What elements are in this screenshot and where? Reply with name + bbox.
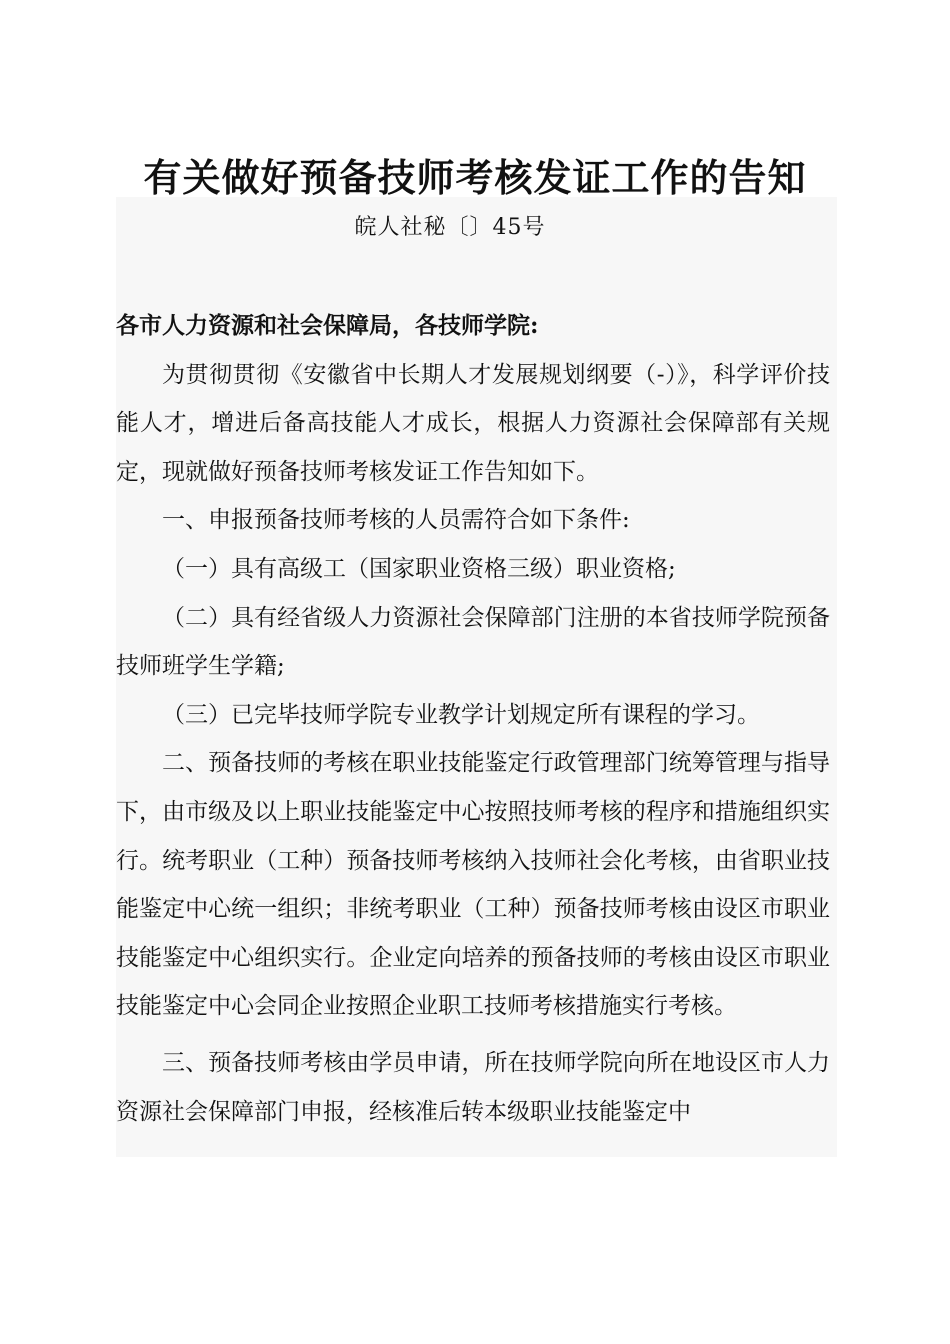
- paragraph-section-2: 二、预备技师的考核在职业技能鉴定行政管理部门统筹管理与指导下，由市级及以上职业技能鉴定中心按照技师考核的程序和措施组织实行。统考职业（工种）预备技师考核纳入技师社会化考核，由省职业技能鉴定中心统一组织；非统考职业（工种）预备技师考核由设区市职业技能鉴定中心组织实行。企业定向培养的预备技师的考核由设区市职业技能鉴定中心会同企业按照企业职工技师考核措施实行考核。: [116, 750, 830, 1020]
- paragraph-intro: 为贯彻贯彻《安徽省中长期人才发展规划纲要（-）》，科学评价技能人才，增进后备高技能人才成长，根据人力资源社会保障部有关规定，现就做好预备技师考核发证工作告知如下。: [116, 361, 830, 485]
- paragraph-item-2: （二）具有经省级人力资源社会保障部门注册的本省技师学院预备技师班学生学籍;: [116, 604, 830, 680]
- document-number: 皖人社秘〔〕45号: [354, 215, 546, 240]
- salutation: 各市人力资源和社会保障局，各技师学院:: [116, 312, 539, 339]
- paragraph-section-1: 一、申报预备技师考核的人员需符合如下条件:: [162, 507, 630, 534]
- document-body: [116, 302, 830, 1136]
- paragraph-item-3: （三）已完毕技师学院专业教学计划规定所有课程的学习。: [162, 701, 760, 728]
- paragraph-item-1: （一）具有高级工（国家职业资格三级）职业资格;: [162, 555, 676, 582]
- document-title: 有关做好预备技师考核发证工作的告知: [143, 155, 807, 200]
- paragraph-section-3: 三、预备技师考核由学员申请，所在技师学院向所在地设区市人力资源社会保障部门申报，经核准后转本级职业技能鉴定中: [116, 1049, 830, 1125]
